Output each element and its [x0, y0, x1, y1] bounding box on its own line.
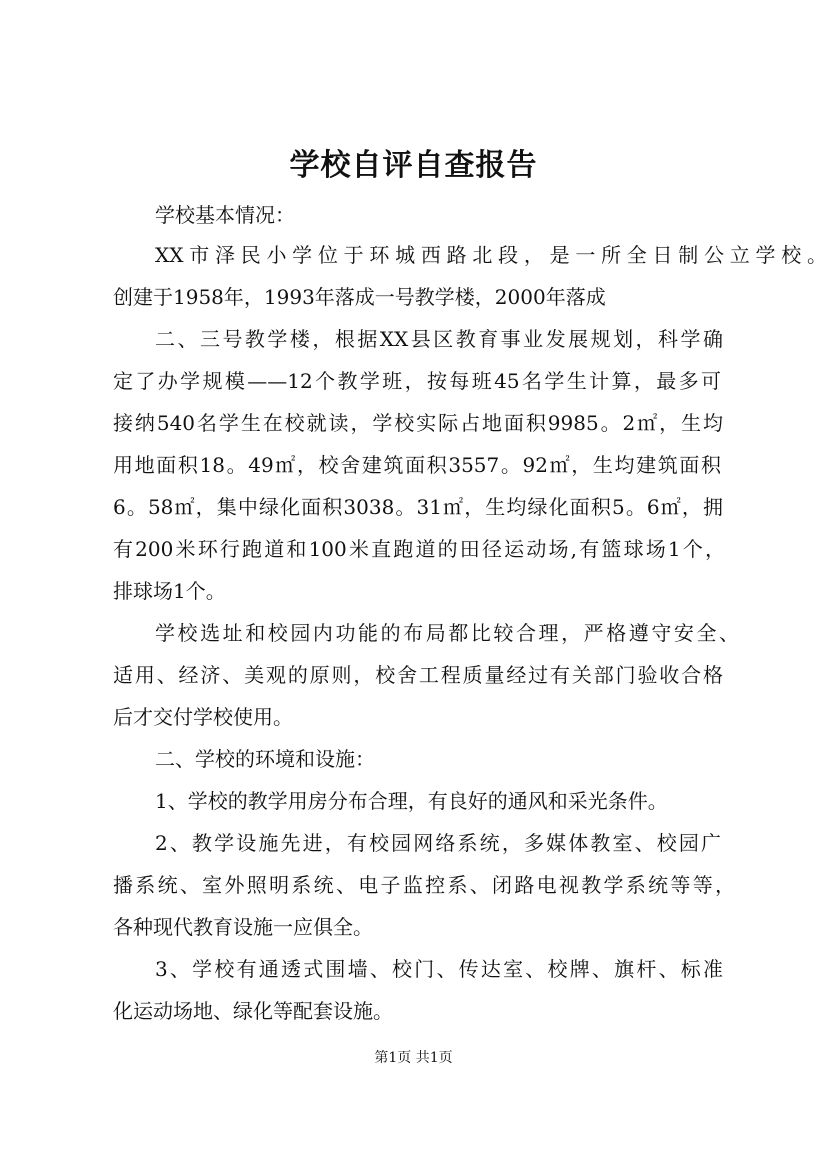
- paragraph-line: 6。58㎡，集中绿化面积3038。31㎡，生均绿化面积5。6㎡，拥: [113, 495, 723, 519]
- list-item: 2、教学设施先进，有校园网络系统，多媒体教室、校园广: [155, 831, 721, 855]
- paragraph-line: 定了办学规模——12个教学班，按每班45名学生计算，最多可: [113, 369, 721, 393]
- paragraph-line: 各种现代教育设施一应俱全。: [113, 915, 373, 939]
- paragraph-line: 学校选址和校园内功能的布局都比较合理，严格遵守安全、: [155, 621, 739, 645]
- paragraph-line: 播系统、室外照明系统、电子监控系、闭路电视教学系统等等，: [113, 873, 735, 897]
- paragraph-line: XX市泽民小学位于环城西路北段，是一所全日制公立学校。: [155, 243, 827, 267]
- page-footer: 第1页 共1页: [374, 1050, 453, 1066]
- paragraph-line: 后才交付学校使用。: [113, 705, 293, 729]
- paragraph-line: 接纳540名学生在校就读，学校实际占地面积9985。2㎡，生均: [113, 411, 723, 435]
- paragraph-line: 二、三号教学楼，根据XX县区教育事业发展规划，科学确: [155, 327, 723, 351]
- section-heading: 二、学校的环境和设施：: [155, 747, 375, 771]
- paragraph-line: 用地面积18。49㎡，校舍建筑面积3557。92㎡，生均建筑面积: [113, 453, 721, 477]
- paragraph-line: 学校基本情况：: [155, 203, 295, 227]
- paragraph-line: 创建于1958年，1993年落成一号教学楼，2000年落成: [113, 285, 606, 309]
- paragraph-line: 化运动场地、绿化等配套设施。: [113, 999, 393, 1023]
- paragraph-line: 排球场1个。: [113, 579, 226, 603]
- paragraph-line: 有200米环行跑道和100米直跑道的田径运动场,有篮球场1个，: [113, 537, 725, 561]
- list-item: 1、学校的教学用房分布合理，有良好的通风和采光条件。: [155, 789, 668, 813]
- list-item: 3、学校有通透式围墙、校门、传达室、校牌、旗杆、标准: [155, 957, 723, 981]
- paragraph-line: 适用、经济、美观的原则，校舍工程质量经过有关部门验收合格: [113, 663, 723, 687]
- page-title: 学校自评自查报告: [289, 148, 538, 183]
